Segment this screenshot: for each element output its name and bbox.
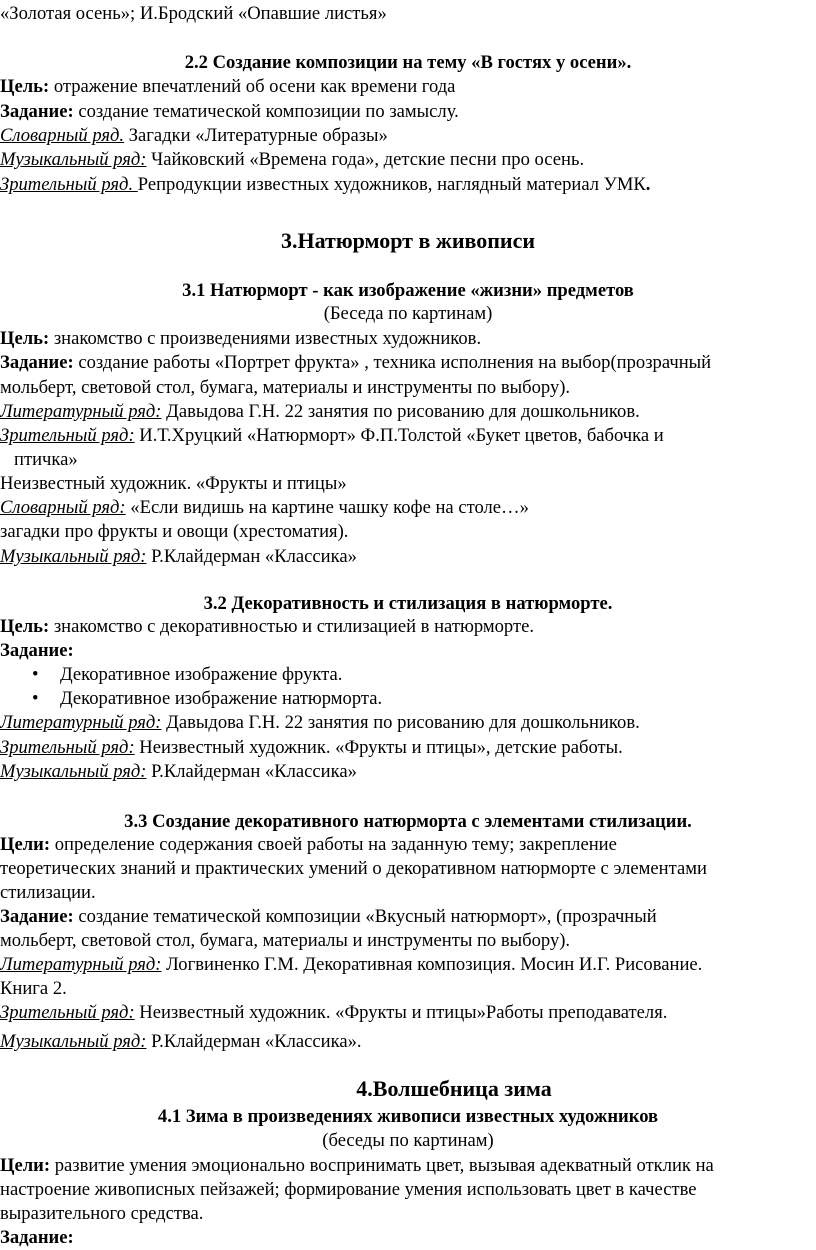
s31-visual: Зрительный ряд: И.Т.Хруцкий «Натюрморт» Ф.П.Толстой «Букет цветов, бабочка и bbox=[0, 425, 664, 446]
s22-task: Задание: создание тематической композиции по замыслу. bbox=[0, 101, 459, 122]
s31-visual-artist: Неизвестный художник. «Фрукты и птицы» bbox=[0, 473, 347, 494]
s31-lit: Литературный ряд: Давыдова Г.Н. 22 занятия по рисованию для дошкольников. bbox=[0, 401, 640, 422]
section-3-2-title: 3.2 Декоративность и стилизация в натюрморте. bbox=[203, 593, 613, 614]
s31-goal: Цель: знакомство с произведениями известных художников. bbox=[0, 328, 482, 349]
s41-task-label: Задание: bbox=[0, 1227, 74, 1248]
section-3-3-title: 3.3 Создание декоративного натюрморта с элементами стилизации. bbox=[124, 811, 692, 832]
s32-visual: Зрительный ряд: Неизвестный художник. «Фрукты и птицы», детские работы. bbox=[0, 737, 623, 758]
chapter-3-heading: 3.Натюрморт в живописи bbox=[280, 228, 536, 253]
s31-vocab: Словарный ряд: «Если видишь на картине чашку кофе на столе…» bbox=[0, 497, 529, 518]
s33-task: Задание: создание тематической композиции «Вкусный натюрморт», (прозрачный bbox=[0, 906, 657, 927]
s32-goal: Цель: знакомство с декоративностью и стилизацией в натюрморте. bbox=[0, 616, 535, 637]
s41-goals-end: выразительного средства. bbox=[0, 1203, 204, 1224]
s22-goal: Цель: отражение впечатлений об осени как времени года bbox=[0, 76, 456, 97]
s33-lit-cont: Книга 2. bbox=[0, 978, 67, 999]
s33-goals-end: стилизации. bbox=[0, 882, 96, 903]
s32-lit: Литературный ряд: Давыдова Г.Н. 22 занятия по рисованию для дошкольников. bbox=[0, 712, 640, 733]
s31-music: Музыкальный ряд: Р.Клайдерман «Классика» bbox=[0, 546, 357, 567]
s33-music: Музыкальный ряд: Р.Клайдерман «Классика». bbox=[0, 1031, 362, 1052]
section-4-1-title: 4.1 Зима в произведениях живописи известных художников bbox=[157, 1106, 659, 1127]
s31-visual-cont: птичка» bbox=[14, 449, 78, 470]
section-4-1-subtitle: (беседы по картинам) bbox=[322, 1130, 494, 1151]
s32-task-label: Задание: bbox=[0, 640, 74, 661]
s33-task-cont: мольберт, световой стол, бумага, материалы и инструменты по выбору). bbox=[0, 930, 571, 951]
s31-vocab-cont: загадки про фрукты и овощи (хрестоматия). bbox=[0, 521, 349, 542]
chapter-4-heading: 4.Волшебница зима bbox=[356, 1076, 552, 1101]
section-3-1-title: 3.1 Натюрморт - как изображение «жизни» предметов bbox=[182, 280, 634, 301]
s33-goals-cont: теоретических знаний и практических умений о декоративном натюрморте с элементами bbox=[0, 858, 707, 879]
s41-goals: Цели: развитие умения эмоционально воспринимать цвет, вызывая адекватный отклик на bbox=[0, 1155, 714, 1176]
s22-vocab: Словарный ряд. Загадки «Литературные образы» bbox=[0, 125, 388, 146]
s31-task-cont: мольберт, световой стол, бумага, материалы и инструменты по выбору). bbox=[0, 377, 571, 398]
s22-visual: Зрительный ряд. Репродукции известных художников, наглядный материал УМК. bbox=[0, 174, 651, 195]
s33-goals: Цели: определение содержания своей работы на заданную тему; закрепление bbox=[0, 834, 617, 855]
s41-goals-cont: настроение живописных пейзажей; формирование умения использовать цвет в качестве bbox=[0, 1179, 697, 1200]
section-3-1-subtitle: (Беседа по картинам) bbox=[323, 303, 493, 324]
s33-visual: Зрительный ряд: Неизвестный художник. «Фрукты и птицы»Работы преподавателя. bbox=[0, 1002, 668, 1023]
s22-music: Музыкальный ряд: Чайковский «Времена года», детские песни про осень. bbox=[0, 149, 585, 170]
s33-lit: Литературный ряд: Логвиненко Г.М. Декоративная композиция. Мосин И.Г. Рисование. bbox=[0, 954, 703, 975]
section-2-2-title: 2.2 Создание композиции на тему «В гостях у осени». bbox=[184, 52, 632, 73]
s31-task: Задание: создание работы «Портрет фрукта» , техника исполнения на выбор(прозрачный bbox=[0, 352, 712, 373]
intro-line: «Золотая осень»; И.Бродский «Опавшие листья» bbox=[0, 3, 387, 24]
s32-music: Музыкальный ряд: Р.Клайдерман «Классика» bbox=[0, 761, 357, 782]
